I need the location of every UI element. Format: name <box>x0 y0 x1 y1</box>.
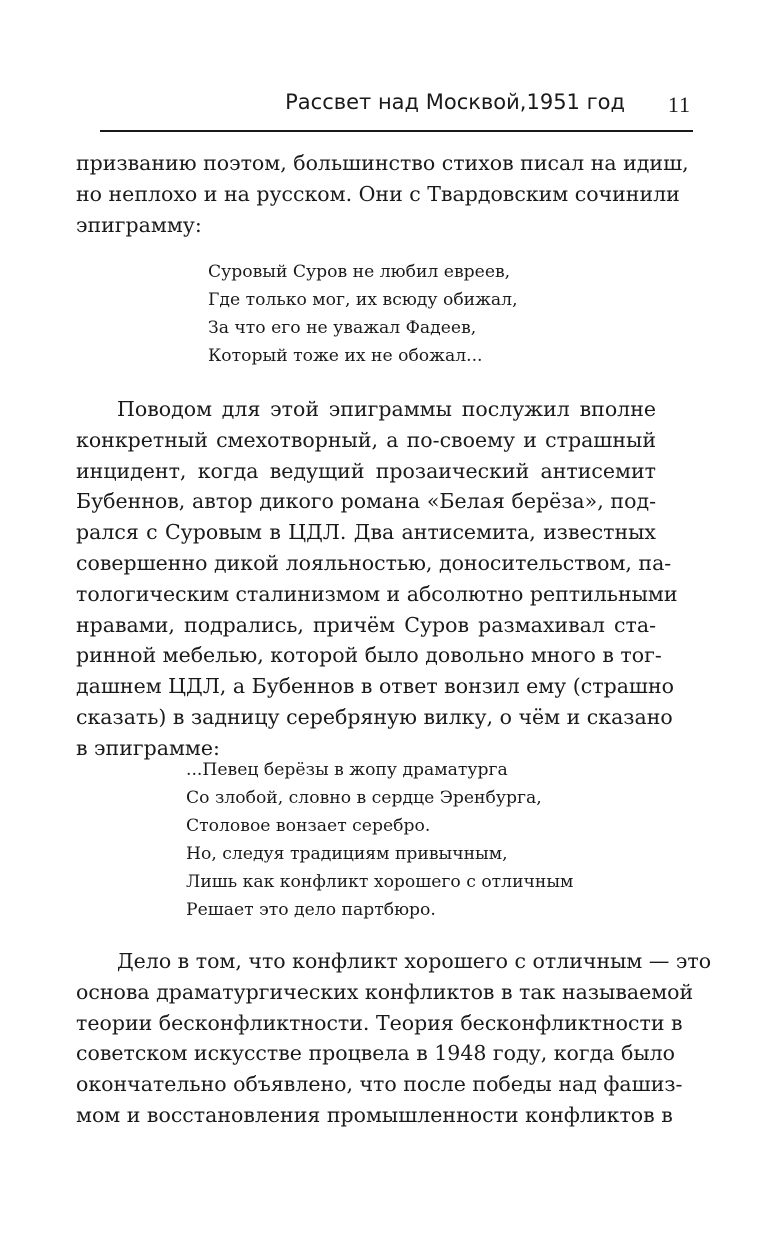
verse-1 <box>208 258 518 370</box>
text-line: сказать) в задницу серебряную вилку, о чём и сказано <box>76 704 673 729</box>
paragraph-2 <box>76 394 678 764</box>
text-line: Дело в том, что конфликт хорошего с отличным — это <box>117 949 712 973</box>
verse-line: Который тоже их не обожал... <box>208 346 483 366</box>
text-line: мом и восстановления промышленности конфликтов в <box>76 1102 673 1127</box>
text-line: Бубеннов, автор дикого романа «Белая берёза», под- <box>76 489 656 514</box>
text-line: ринной мебелью, которой было довольно много в тог- <box>76 643 662 668</box>
text-line: дашнем ЦДЛ, а Бубеннов в ответ вонзил ему (страшно <box>76 674 674 699</box>
verse-line: Решает это дело партбюро. <box>186 900 436 920</box>
text-line: эпиграмму: <box>76 212 202 237</box>
verse-line: Суровый Суров не любил евреев, <box>208 262 511 282</box>
paragraph-1 <box>76 148 689 240</box>
text-line: основа драматургических конфликтов в так называемой <box>76 979 694 1004</box>
text-line: в эпиграмме: <box>76 735 220 760</box>
text-line: инцидент, когда ведущий прозаический антисемит <box>76 458 656 483</box>
verse-2 <box>186 756 573 924</box>
text-line: нравами, подрались, причём Суров размахивал ста- <box>76 612 656 637</box>
verse-line: За что его не уважал Фадеев, <box>208 318 477 338</box>
verse-line: Но, следуя традициям привычным, <box>186 844 508 864</box>
verse-line: Лишь как конфликт хорошего с отличным <box>186 872 574 892</box>
running-head-title: Рассвет над Москвой,1951 год <box>285 90 625 114</box>
verse-line: Где только мог, их всюду обижал, <box>208 290 518 310</box>
text-line: но неплохо и на русском. Они с Твардовским сочинили <box>76 181 680 206</box>
text-line: тологическим сталинизмом и абсолютно рептильными <box>76 581 678 606</box>
text-line: рался с Суровым в ЦДЛ. Два антисемита, известных <box>76 520 656 545</box>
text-line: Поводом для этой эпиграммы послужил вполне <box>117 397 656 421</box>
paragraph-3 <box>76 946 712 1131</box>
text-line: совершенно дикой лояльностью, доносительством, па- <box>76 550 672 575</box>
running-head <box>100 88 693 132</box>
page-number: 11 <box>667 92 691 117</box>
verse-line: Со злобой, словно в сердце Эренбурга, <box>186 788 542 808</box>
verse-line: Столовое вонзает серебро. <box>186 816 431 836</box>
text-line: советском искусстве процвела в 1948 году, когда было <box>76 1041 676 1066</box>
text-line: конкретный смехотворный, а по-своему и страшный <box>76 427 656 452</box>
text-line: теории бесконфликтности. Теория бесконфликтности в <box>76 1010 683 1035</box>
verse-line: ...Певец берёзы в жопу драматурга <box>186 760 508 780</box>
text-line: призванию поэтом, большинство стихов писал на идиш, <box>76 151 689 175</box>
text-line: окончательно объявлено, что после победы над фашиз- <box>76 1072 683 1097</box>
